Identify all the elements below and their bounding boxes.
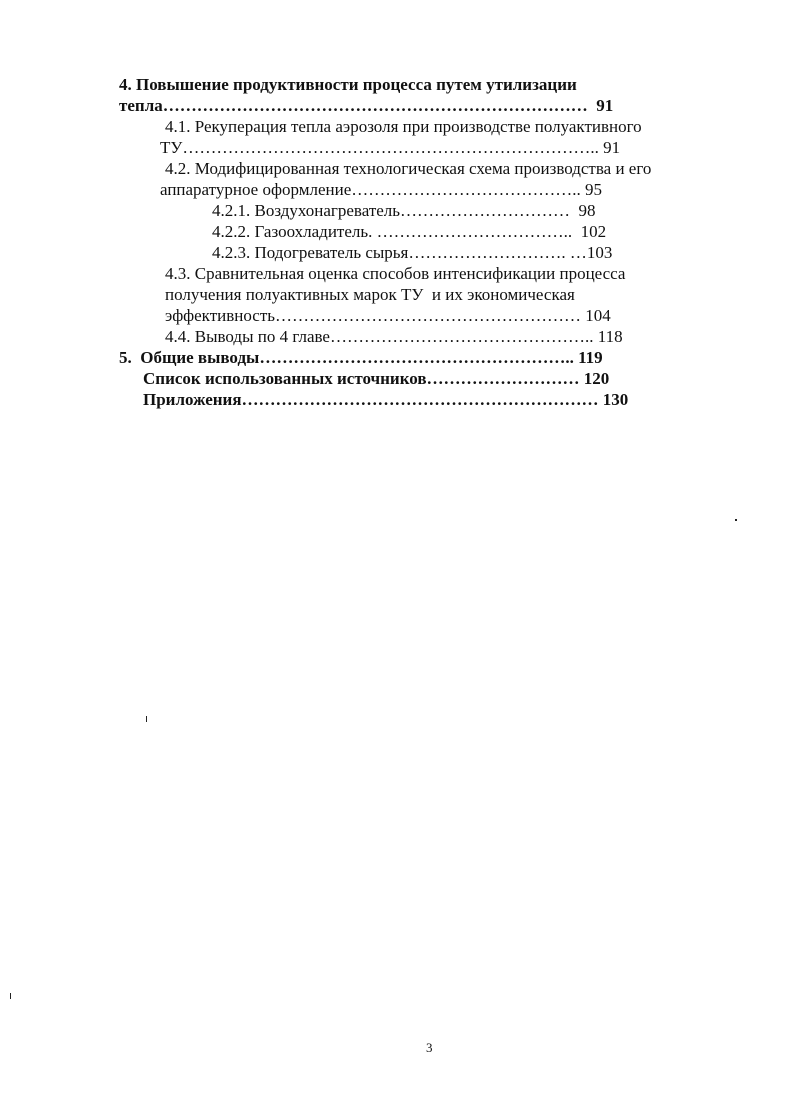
toc-section-4-1-leader: ТУ……………………………………………………………….. 91 xyxy=(160,138,621,157)
scan-speck xyxy=(10,993,11,999)
toc-chapter-4-leader: тепла………………………………………………………………… 91 xyxy=(119,96,614,115)
toc-section-4-4: 4.4. Выводы по 4 главе……………………………………….. 118 xyxy=(165,327,623,346)
toc-references: Список использованных источников……………………… 120 xyxy=(143,369,610,388)
toc-section-4-2-leader: аппаратурное оформление………………………………….. 95 xyxy=(160,180,603,199)
page-number: 3 xyxy=(426,1040,433,1055)
toc-appendices: Приложения……………………………………………………… 130 xyxy=(143,390,629,409)
toc-section-4-2-title: 4.2. Модифицированная технологическая схема производства и его xyxy=(165,159,652,178)
toc-section-4-3-title-cont: получения полуактивных марок ТУ и их экономическая xyxy=(165,285,575,304)
toc-section-4-2-1: 4.2.1. Воздухонагреватель………………………… 98 xyxy=(212,201,596,220)
toc-chapter-4-title: 4. Повышение продуктивности процесса путем утилизации xyxy=(119,75,577,94)
scan-speck xyxy=(735,519,737,521)
toc-section-4-2-2: 4.2.2. Газоохладитель. …………………………….. 102 xyxy=(212,222,607,241)
toc-section-4-3-leader: эффективность……………………………………………… 104 xyxy=(165,306,611,325)
toc-section-4-3-title: 4.3. Сравнительная оценка способов интенсификации процесса xyxy=(165,264,626,283)
toc-section-4-2-3: 4.2.3. Подогреватель сырья………………………. …103 xyxy=(212,243,613,262)
scan-speck xyxy=(146,716,147,722)
toc-section-4-1-title: 4.1. Рекуперация тепла аэрозоля при производстве полуактивного xyxy=(165,117,642,136)
toc-chapter-5: 5. Общие выводы……………………………………………….. 119 xyxy=(119,348,603,367)
